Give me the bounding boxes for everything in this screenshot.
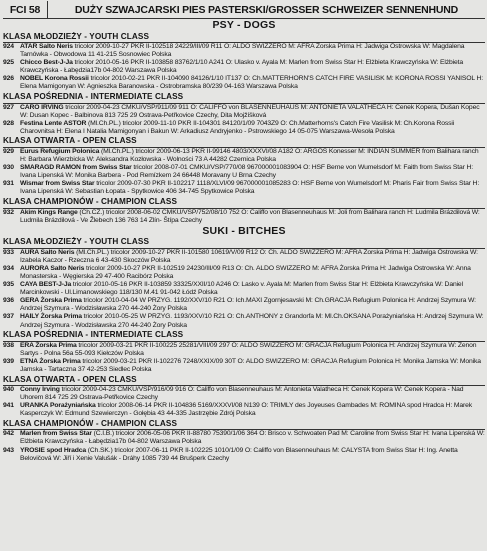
entry-details [20, 209, 485, 225]
catalog-entry [3, 120, 485, 136]
catalog-entry [3, 104, 485, 120]
entry-text: tricolor 2008-07-01 CMKU/VSP/770/08 967000001083904 O: HSF Berne von Wumelsdorf M: Faith from Swiss Star H: Ivana Lipenská W: Monika Barbera - Pod Remízkem 24 66448 Moravany U Brna Czechy [20, 164, 474, 180]
dog-name: ATAR Salto Neris [20, 43, 73, 50]
entry-number: 929 [3, 147, 14, 155]
catalog-entry [3, 313, 485, 329]
entry-details [20, 164, 485, 180]
catalog-entry [3, 209, 485, 225]
entry-text: tricolor 2009-07-30 PKR II-102217 1118/XLVI/09 967000001085283 O: HSF Berne von Wumelsdorf M: Pharis Fair from Swiss Star H: Ivana Lipenská W: Sebastian Łopata - Spytkowice 406 34-745 Spytkowice Polska [20, 180, 480, 196]
entry-details [20, 59, 485, 75]
dog-name: Conny Irving [20, 386, 60, 393]
dog-name: AURORA Salto Neris [20, 264, 85, 272]
entry-text: tricolor 2009-03-21 PKR II-100225 25281/VIII/09 297 O: ALDO SWIZZERO M: GRACJA Refugium Polonica H: Andrzej Szymura W: Zenon Sartys - Polna 56a 55-093 Kiełczów Polska [20, 341, 477, 357]
entry-number: 925 [3, 59, 14, 67]
entry-details [20, 358, 485, 374]
entry-details [20, 43, 485, 59]
catalog-entry [3, 75, 485, 91]
dog-name: AURA Salto Neris [20, 248, 75, 256]
entry-number: 926 [3, 75, 14, 83]
class-heading: KLASA MŁODZIEŻY - YOUTH CLASS [3, 237, 485, 249]
entry-text: tricolor 2009-10-27 PKR II-102518 24229/III/09 R11 O: ALDO SWIZZERO M: AFRA Żorska Prima H: Jadwiga Ostrowska W: Magdalena Tarnówka - Obwodowa 11 41-215 Sosnowiec Polska [20, 43, 465, 59]
dog-name: Eurus Refugium Polonica [20, 147, 100, 155]
dog-name: Akim Kings Range [20, 208, 78, 216]
entry-details [20, 297, 485, 313]
catalog-page [0, 1, 487, 551]
dog-name: Wismar from Swiss Star [20, 180, 95, 188]
entry-text: tricolor 2010-05-16 PKR II-103859 33325/XXII/10 A246 O: Lasko v. Ayala M: Marlen from Swiss Star H: Elżbieta Krawczyńska W: Daniel Marcinkowski - Ul.Limanowskiego 118/130 M.41 91-042 Łódź Polska [20, 281, 463, 297]
entry-text: (Ml.Ch.PL.) tricolor 2009-10-27 PKR II-101580 10619/V/09 R12 O: Ch. ALDO SWIZZERO M: AFRA Żorska Prima H: Jadwiga Ostrowska W: Izabela Kaczor - Rzeczna 6 43-430 Skoczów Polska [20, 248, 478, 264]
entry-number: 940 [3, 386, 14, 393]
entry-text: tricolor 2010-05-16 PKR II-103858 83762/1/10 A241 O: Ulasko v. Ayala M: Marlen from Swiss Star H: Elżbieta Krawczyńska W: Elżbieta Krawczyńska - Łabędzia17b 04-802 Warszawa Polska [20, 59, 463, 75]
dog-name: Chicco Best-J-Ja [20, 59, 73, 67]
sex-section-heading: SUKI - BITCHES [202, 224, 286, 237]
entry-number: 939 [3, 357, 14, 365]
class-heading: KLASA POŚREDNIA - INTERMEDIATE CLASS [3, 92, 485, 104]
entry-number: 941 [3, 402, 14, 410]
entry-text: (Ml.Ch.PL.) tricolor 2009-06-13 PKR II-99146 4803/XXXVI/08 A182 O: ARGOS Konesser M: INDIAN SUMMER from Balihara ranch H: Barbara Wierzbicka W: Aleksandra Kozłowska - Wolności 73 A 44282 Czernica Polska [20, 147, 479, 164]
entry-text: tricolor 2008-06-14 PKR II-104836 5169/XXXVI/08 N139 O: TRIMLY des Joyeuses Gambades M: ROMINA spod Hradca H: Marek Kasperczyk W: Edmund Szewierczyn - Gołębia 43 44-335 Jastrzębie Zdrój Polska [20, 402, 472, 418]
entry-number: 928 [3, 119, 14, 127]
entry-number: 933 [3, 248, 14, 256]
catalog-entry [3, 43, 485, 59]
entry-number: 934 [3, 264, 14, 272]
catalog-entry [3, 265, 485, 281]
dog-name: CAYA BEST-J-Ja [20, 281, 72, 289]
breed-title: DUŻY SZWAJCARSKI PIES PASTERSKI/GROSSER SCHWEIZER SENNENHUND [74, 3, 459, 16]
catalog-entry [3, 249, 485, 265]
dog-name: ETNA Żorska Prima [20, 357, 81, 365]
class-heading: KLASA POŚREDNIA - INTERMEDIATE CLASS [3, 330, 485, 342]
entry-details [20, 148, 485, 164]
catalog-entry [3, 59, 485, 75]
entry-details [20, 281, 485, 297]
catalog-entry [3, 358, 485, 374]
entry-text: tricolor 2010-02-21 PKR II-104090 84126/1/10 IT137 O: Ch.MATTERHORN'S CATCH FIRE VASILISK M: KORONA ROSSI YANISOL H: Elena Mamigonyan W: Agnieszka Baranowska - Ostrobramska 80/239 04-163 Warszawa Polska [20, 75, 484, 91]
entry-text: (Ch.CZ.) tricolor 2008-06-02 CMKU/VSP/752/08/10 752 O: Califfo von Blasenneuhaus M: Joli from Balihara ranch H: Ludmila Brázdilová W: Ludmila Brázdilová - Ve Žlebech 136 763 14 Zlín- Štípa Czechy [20, 208, 480, 224]
entry-number: 936 [3, 297, 14, 305]
entry-details [20, 120, 485, 136]
entry-number: 943 [3, 446, 14, 454]
catalog-entry [3, 342, 485, 358]
entry-number: 931 [3, 180, 14, 188]
entry-details [20, 249, 485, 265]
dog-name: NOBEL Korona Rossii [20, 75, 89, 83]
entry-details [20, 265, 485, 281]
entry-text: (Ch.SK.) tricolor 2007-06-11 PKR II-102225 1010/1/09 O: Califfo von Blasenneuhaus M: CALYSTA from Swiss Star H: Ing. Anetta Belovičová W: Jiří i Xenie Valušák - Dráhy 1085 739 44 Brušperk Czechy [20, 446, 458, 462]
dog-name: ERA Żorska Prima [20, 341, 77, 349]
entry-text: tricolor 2009-10-27 PKR II-102519 24230/III/09 R13 O: Ch. ALDO SWIZZERO M: AFRA Żorska Prima H: Jadwiga Ostrowska W: Anna Monasterska - Węgierska 29 47-400 Racibórz Polska [20, 264, 471, 280]
dog-name: SMARAGD RAMON from Swiss Star [20, 164, 132, 172]
entry-details [20, 386, 485, 402]
class-heading: KLASA MŁODZIEŻY - YOUTH CLASS [3, 32, 485, 44]
fci-group-label: FCI 58 [3, 1, 48, 18]
catalog-entry [3, 402, 485, 418]
catalog-entry [3, 430, 485, 446]
catalog-entry [3, 386, 485, 402]
class-heading: KLASA CHAMPIONÓW - CHAMPION CLASS [3, 419, 485, 431]
dog-name: GERA Żorska Prima [20, 297, 82, 305]
dog-name: CARO IRVING [20, 103, 64, 111]
breed-header [3, 1, 485, 19]
entry-text: tricolor 2009-04-23 CMKU/VSP/916/09 916 O: Califfo von Blasenneuhaus M: Antonieta Valatheca H: Cenek Kopera W: Cenek Kopera - Nad Uhorem 814 725 29 Ostrava-Petřkovice Czechy [20, 386, 464, 402]
entry-number: 935 [3, 281, 14, 289]
entry-text: tricolor 2009-04-23 CMKU/VSP/911/09 911 O: CALIFFO von BLASENNEUHAUS M: ANTONIETA VALATHECA H: Cenek Kopera, Dušan Kopec W: Dusan Kopec - Balbinova 813 725 29 Ostrava-Petřkovice Czechy, Dita Mojžíšková [20, 103, 480, 119]
entry-number: 927 [3, 103, 14, 111]
catalog-entry [3, 164, 485, 180]
entry-number: 937 [3, 313, 14, 321]
dog-name: Marlen from Swiss Star [20, 430, 92, 438]
dog-name: URANKA Porażyniańska [20, 402, 96, 410]
class-heading: KLASA OTWARTA - OPEN CLASS [3, 136, 485, 148]
entry-text: tricolor 2010-04-04 W PRZYG. 1192/XXV/10 R21 O: Ich.MAXI Zgornjesavski M: Ch.GRACJA Refugium Polonica H: Andrzej Szymura W: Andrzej Szymura - Wodzisławska 270 44-240 Żory Polska [20, 297, 476, 313]
entry-number: 932 [3, 208, 14, 216]
class-heading: KLASA CHAMPIONÓW - CHAMPION CLASS [3, 197, 485, 209]
entry-number: 924 [3, 43, 14, 50]
dog-name: YROSIE spod Hradca [20, 446, 87, 454]
entry-details [20, 430, 485, 446]
class-heading: KLASA OTWARTA - OPEN CLASS [3, 375, 485, 387]
entry-details [20, 75, 485, 91]
catalog-entry [3, 180, 485, 196]
entry-details [20, 180, 485, 196]
entry-number: 930 [3, 164, 14, 172]
catalog-entry [3, 297, 485, 313]
entry-text: tricolor 2009-03-21 PKR II-102276 7248/XXIX/09 30T O: ALDO SWIZZERO M: GRACJA Refugium Polonica H: Monika Jamska W: Monika Jamska - Tartaczna 37 42-253 Siedlec Polska [20, 357, 481, 373]
catalog-entry [3, 447, 485, 463]
dog-name: Festina Lente ASTOR [20, 119, 87, 127]
entry-number: 938 [3, 341, 14, 349]
entry-text: (Ml.Ch.PL.) tricolor 2009-11-10 PKR II-104301 84120/1/09 7043Z9 O: Ch.Matterhorns's Catch Fire Vasilisk M: Ch.Korona Rossii Charovnitsa H: Elena I Natalia Mamigonyan i Bakun W: Arkadiusz Andryjenko - Pstrowskiego 14 05-075 Warszawa-Wesoła Polska [20, 119, 455, 135]
entry-text: tricolor 2010-05-25 W PRZYG. 1193/XXV/10 R21 O: Ch.ANTHONY z Grandorfa M: Ml.Ch.OKSANA Porażyniańska H: Andrzej Szymura W: Andrzej Szymura - Wodzisławska 270 44-240 Żory Polska [20, 313, 484, 329]
catalog-entry [3, 281, 485, 297]
entry-number: 942 [3, 430, 14, 438]
entry-details [20, 104, 485, 120]
entry-details [20, 313, 485, 329]
entry-details [20, 447, 485, 463]
catalog-entry [3, 148, 485, 164]
entry-details [20, 342, 485, 358]
dog-name: HAILY Żorska Prima [20, 313, 82, 321]
entry-details [20, 402, 485, 418]
catalog-content [3, 19, 485, 463]
entry-text: (C.I.B.) tricolor 2006-05-06 PKR II-88780 75390/1/06 364 O: Brisco v. Schwoaten Pad M: Caroline from Swiss Star H: Ivana Lipenská W: Elżbieta Krawczyńska - Łabędzia17b 04-802 Warszawa Polska [20, 430, 485, 446]
sex-section-heading: PSY - DOGS [212, 19, 276, 31]
